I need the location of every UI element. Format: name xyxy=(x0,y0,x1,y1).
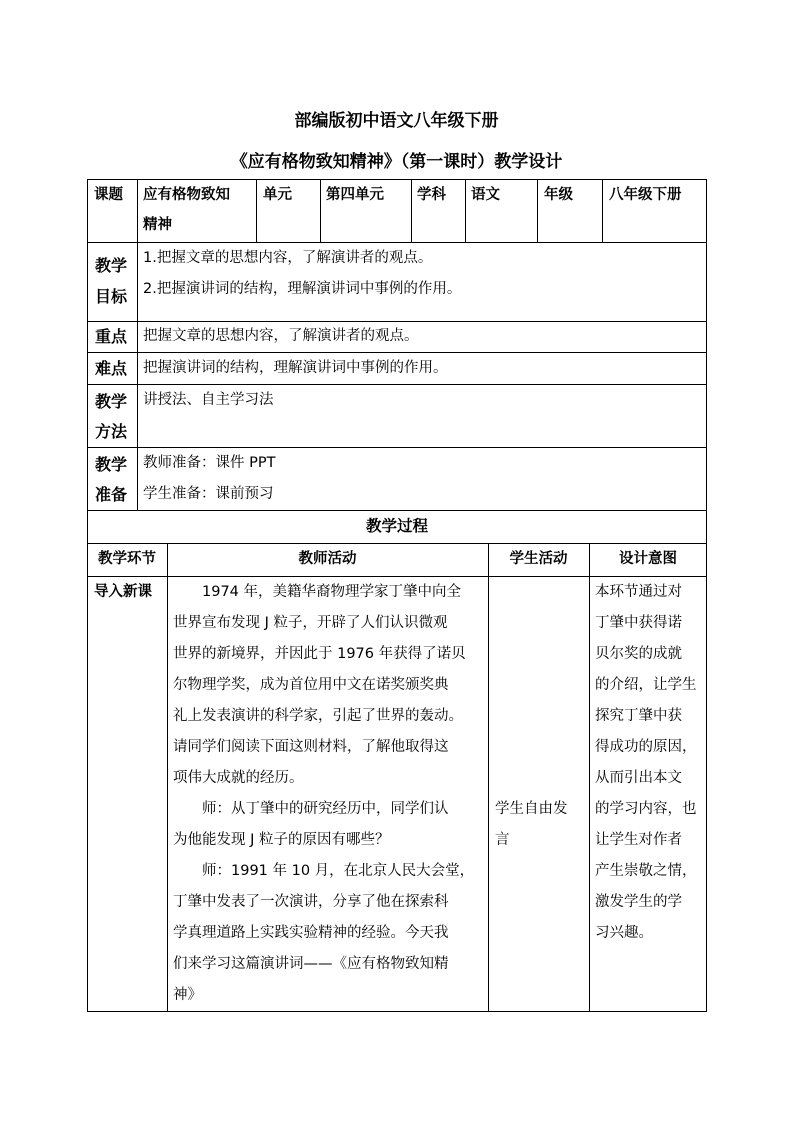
col-header-design-intent: 设计意图 xyxy=(619,551,677,567)
student-activity-line: 学生自由发 xyxy=(495,801,568,817)
design-intent xyxy=(595,577,705,949)
student-preparation: 学生准备：课前预习 xyxy=(143,486,274,502)
teacher-activity-line: 神》 xyxy=(173,987,202,1003)
stage-name: 导入新课 xyxy=(94,584,152,600)
teacher-activity-line: 尔物理学奖，成为首位用中文在诺奖颁奖典 xyxy=(173,677,449,693)
teacher-activity xyxy=(173,577,485,1011)
design-intent-line: 本环节通过对 xyxy=(595,584,682,600)
grade-label: 年级 xyxy=(544,187,573,203)
teacher-activity-line: 世界的新境界，并因此于 1976 年获得了诺贝 xyxy=(173,646,466,662)
col-divider xyxy=(589,543,590,1012)
design-intent-line: 得成功的原因， xyxy=(595,739,697,755)
col-divider xyxy=(602,179,603,242)
difficulty-value: 把握演讲词的结构，理解演讲词中事例的作用。 xyxy=(143,360,448,376)
process-section-title: 教学过程 xyxy=(365,517,428,535)
teacher-activity-line: 学真理道路上实践实验精神的经验。今天我 xyxy=(173,925,449,941)
difficulty-label: 难点 xyxy=(95,359,128,378)
objective-item: 2.把握演讲词的结构，理解演讲词中事例的作用。 xyxy=(143,281,462,297)
design-intent-line: 丁肇中获得诺 xyxy=(595,615,682,631)
topic-value: 应有格物致知 xyxy=(143,187,230,203)
unit-label: 单元 xyxy=(263,187,292,203)
lesson-title: 《应有格物致知精神》（第一课时）教学设计 xyxy=(230,152,563,172)
student-activity-line: 言 xyxy=(495,832,510,848)
design-intent-line: 激发学生的学 xyxy=(595,894,682,910)
design-intent-line: 产生崇敬之情， xyxy=(595,863,697,879)
teacher-activity-line: 师：从丁肇中的研究经历中，同学们认 xyxy=(173,801,449,817)
student-activity xyxy=(495,794,587,856)
teacher-activity-line: 请同学们阅读下面这则材料，了解他取得这 xyxy=(173,739,449,755)
teacher-activity-line: 为他能发现 J 粒子的原因有哪些？ xyxy=(173,832,390,848)
method-value: 讲授法、自主学习法 xyxy=(143,392,274,408)
col-header-student-activity: 学生活动 xyxy=(509,551,568,567)
key-point-value: 把握文章的思想内容，了解演讲者的观点。 xyxy=(143,328,419,344)
preparation-label: 教学 xyxy=(95,455,128,474)
col-divider xyxy=(411,179,412,242)
col-divider xyxy=(137,179,138,242)
col-header-stage: 教学环节 xyxy=(98,551,156,567)
col-divider xyxy=(137,242,138,510)
method-label-cont: 方法 xyxy=(95,422,128,441)
design-intent-line: 的介绍，让学生 xyxy=(595,677,697,693)
teacher-activity-line: 礼上发表演讲的科学家，引起了世界的轰动。 xyxy=(173,708,463,724)
document-title: 部编版初中语文八年级下册 xyxy=(294,111,499,131)
teacher-activity-line: 项伟大成就的经历。 xyxy=(173,770,304,786)
teacher-activity-line: 丁肇中发表了一次演讲，分享了他在探索科 xyxy=(173,894,449,910)
col-divider xyxy=(167,543,168,1012)
grade-value: 八年级下册 xyxy=(609,187,682,203)
col-divider xyxy=(537,179,538,242)
col-divider xyxy=(465,179,466,242)
design-intent-line: 让学生对作者 xyxy=(595,832,682,848)
teacher-activity-line: 们来学习这篇演讲词——《应有格物致知精 xyxy=(173,956,449,972)
design-intent-line: 习兴趣。 xyxy=(595,925,653,941)
topic-value-cont: 精神 xyxy=(143,217,172,233)
objective-item: 1.把握文章的思想内容，了解演讲者的观点。 xyxy=(143,250,433,266)
objectives-label-cont: 目标 xyxy=(95,287,128,306)
col-divider xyxy=(488,543,489,1012)
col-divider xyxy=(320,179,321,242)
design-intent-line: 从而引出本文 xyxy=(595,770,682,786)
design-intent-line: 的学习内容，也 xyxy=(595,801,697,817)
teacher-activity-line: 师：1991 年 10 月，在北京人民大会堂， xyxy=(173,863,475,879)
subject-label: 学科 xyxy=(417,187,446,203)
design-intent-line: 贝尔奖的成就 xyxy=(595,646,682,662)
teacher-activity-line: 世界宣布发现 J 粒子，开辟了人们认识微观 xyxy=(173,615,448,631)
design-intent-line: 探究丁肇中获 xyxy=(595,708,682,724)
subject-value: 语文 xyxy=(471,187,500,203)
topic-label: 课题 xyxy=(94,187,123,203)
preparation-label-cont: 准备 xyxy=(95,485,128,504)
objectives-label: 教学 xyxy=(95,256,128,275)
unit-value: 第四单元 xyxy=(326,187,384,203)
teacher-activity-line: 1974 年，美籍华裔物理学家丁肇中向全 xyxy=(173,584,462,600)
key-point-label: 重点 xyxy=(95,327,128,346)
teacher-preparation: 教师准备：课件 PPT xyxy=(143,455,276,471)
col-header-teacher-activity: 教师活动 xyxy=(298,551,357,567)
method-label: 教学 xyxy=(95,392,128,411)
col-divider xyxy=(256,179,257,242)
